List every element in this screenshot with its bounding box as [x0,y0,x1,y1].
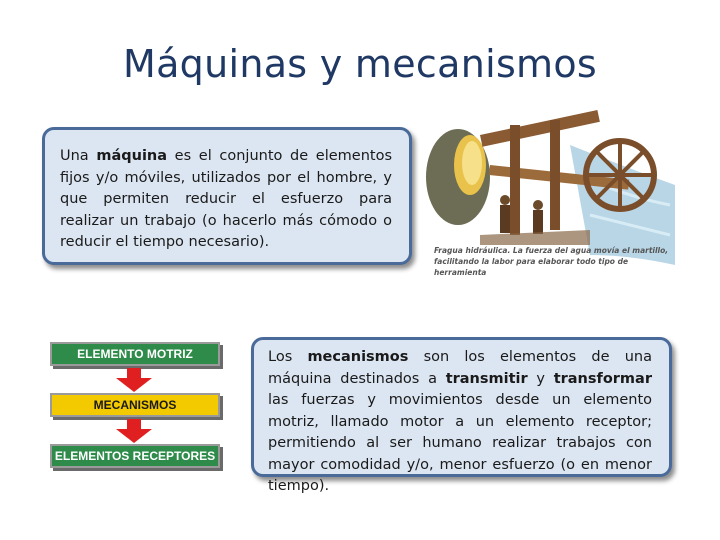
flow-step-elemento-motriz: ELEMENTO MOTRIZ [50,342,220,366]
flow-step-mecanismos: MECANISMOS [50,393,220,417]
illustration-caption: Fragua hidráulica. La fuerza del agua movía el martillo, facilitando la labor para elaborar todo tipo de herramienta [434,246,669,277]
page-title: Máquinas y mecanismos [122,42,598,86]
mecanismos-definition-box [251,337,672,494]
mec-text-3: y [527,370,554,387]
down-arrow-icon [114,419,154,443]
mec-text-4: las fuerzas y movimientos desde un elemento motriz, llamado motor a un elemento receptor; permitiendo al ser humano realizar trabajos con mayor comodidad y/o, menor esfuerzo (o en menor tiempo). [268,392,652,494]
maquina-rest: es el conjunto de elementos fijos y/o móviles, utilizados por el hombre, y que permiten reducir el esfuerzo para realizar un trabajo (o hacerlo más cómodo o reducir el tiempo necesario). [60,148,392,250]
mec-text-2: son los elementos de una máquina destinados a [268,349,652,387]
maquina-term: máquina [96,148,168,164]
maquina-definition-box [42,127,412,265]
mec-term-transmitir: transmitir [445,370,528,387]
mec-term-mecanismos: mecanismos [307,349,409,365]
mec-text-1: Los [268,349,308,365]
maquina-intro: Una [60,148,97,164]
mec-term-transformar: transformar [553,370,652,387]
flow-step-elementos-receptores: ELEMENTOS RECEPTORES [50,444,220,468]
down-arrow-icon [114,368,154,392]
